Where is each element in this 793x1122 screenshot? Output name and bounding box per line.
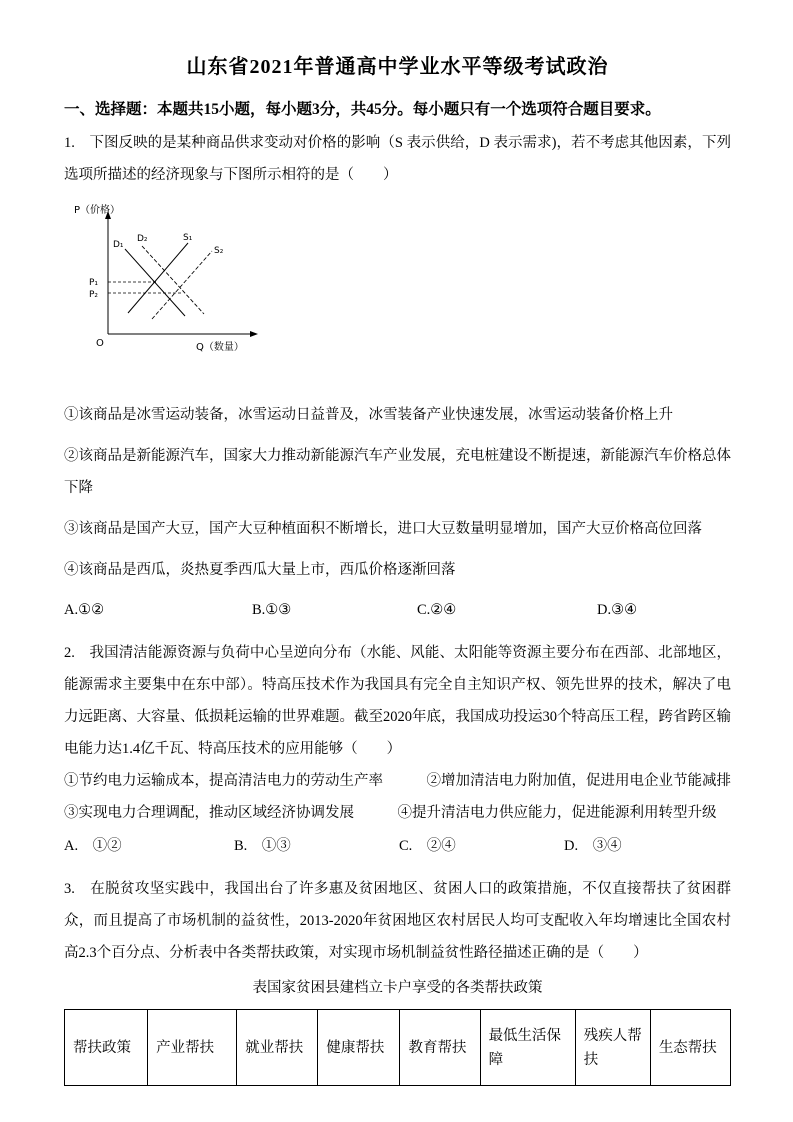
policy-table-row [65, 1010, 731, 1086]
demand-curve-2 [142, 246, 204, 314]
q1-choice-c: C.②④ [417, 602, 457, 618]
question-1 [64, 127, 731, 625]
q1-option-1: ①该商品是冰雪运动装备，冰雪运动日益普及，冰雪装备产业快速发展，冰雪运动装备价格上升 [64, 407, 673, 423]
s2-label: S₂ [214, 246, 224, 256]
q2-choice-a: A. ①② [64, 838, 122, 854]
policy-table-caption: 表国家贫困县建档立卡户享受的各类帮扶政策 [252, 980, 543, 996]
q1-option-3: ③该商品是国产大豆，国产大豆种植面积不断增长，进口大豆数量明显增加，国产大豆价格高位回落 [64, 521, 702, 537]
d2-label: D₂ [137, 234, 148, 244]
q1-choices [64, 595, 731, 625]
x-axis-arrow-icon [250, 331, 258, 337]
q2-stem: 2. 我国清洁能源资源与负荷中心呈逆向分布（水能、风能、太阳能等资源主要分布在西部、北部地区，能源需求主要集中在东中部）。特高压技术作为我国具有完全自主知识产权、领先世界的技术，解决了电力远距离、大容量、低损耗运输的世界难题。截至2020年底，我国成功投运30个特高压工程，跨省跨区输电能力达1.4亿千瓦、特高压技术的应用能够（ ） [64, 645, 731, 757]
supply-curve-1 [128, 243, 188, 313]
policy-cell-health: 健康帮扶 [318, 1010, 400, 1086]
section-header: 一、选择题：本题共15小题，每小题3分，共45分。每小题只有一个选项符合题目要求。 [64, 101, 661, 118]
q2-option-line-1: ①节约电力运输成本，提高清洁电力的劳动生产率 ②增加清洁电力附加值，促进用电企业节能减排 [64, 773, 731, 789]
s1-label: S₁ [183, 233, 193, 243]
question-3 [64, 873, 731, 1086]
q1-choice-d: D.③④ [597, 602, 638, 618]
q3-stem: 3. 在脱贫攻坚实践中，我国出台了许多惠及贫困地区、贫困人口的政策措施，不仅直接帮扶了贫困群众，而且提高了市场机制的益贫性，2013-2020年贫困地区农村居民人均可支配收入年均增速比全国农村高2.3个百分点、分析表中各类帮扶政策，对实现市场机制益贫性路径描述正确的是（ ） [64, 881, 731, 961]
policy-cell-minimum-living: 最低生活保障 [480, 1010, 575, 1086]
q1-choice-b: B.①③ [252, 602, 292, 618]
policy-cell-industry: 产业帮扶 [148, 1010, 237, 1086]
supply-curve-2 [152, 251, 212, 319]
d1-label: D₁ [113, 240, 124, 250]
origin-label: O [96, 338, 104, 349]
supply-demand-diagram [70, 201, 731, 363]
q1-choice-a: A.①② [64, 602, 105, 618]
policy-cell-employment: 就业帮扶 [237, 1010, 318, 1086]
page-title: 山东省2021年普通高中学业水平等级考试政治 [186, 56, 609, 78]
supply-demand-chart-svg [70, 201, 285, 363]
q1-option-4: ④该商品是西瓜，炎热夏季西瓜大量上市，西瓜价格逐渐回落 [64, 562, 456, 578]
policy-cell-ecology: 生态帮扶 [650, 1010, 730, 1086]
y-axis-label: P（价格） [74, 205, 121, 216]
p1-label: P₁ [89, 278, 99, 288]
policy-cell-education: 教育帮扶 [400, 1010, 480, 1086]
policy-table [64, 1009, 731, 1086]
q2-choice-d: D. ③④ [564, 838, 622, 854]
q1-option-2: ②该商品是新能源汽车，国家大力推动新能源汽车产业发展，充电桩建设不断提速，新能源汽车价格总体下降 [64, 448, 731, 496]
q1-stem: 1. 下图反映的是某种商品供求变动对价格的影响（S 表示供给，D 表示需求)，若不考虑其他因素，下列选项所描述的经济现象与下图所示相符的是（ ） [64, 135, 731, 183]
p2-label: P₂ [89, 290, 99, 300]
q2-choice-b: B. ①③ [234, 838, 291, 854]
q2-choices [64, 831, 731, 861]
policy-cell-disabled: 残疾人帮扶 [575, 1010, 650, 1086]
q2-option-line-2: ③实现电力合理调配，推动区域经济协调发展 ④提升清洁电力供应能力，促进能源利用转型升级 [64, 805, 717, 821]
x-axis-label: Q（数量） [196, 342, 244, 353]
question-2 [64, 637, 731, 861]
q2-choice-c: C. ②④ [399, 838, 456, 854]
policy-cell-header: 帮扶政策 [65, 1010, 148, 1086]
